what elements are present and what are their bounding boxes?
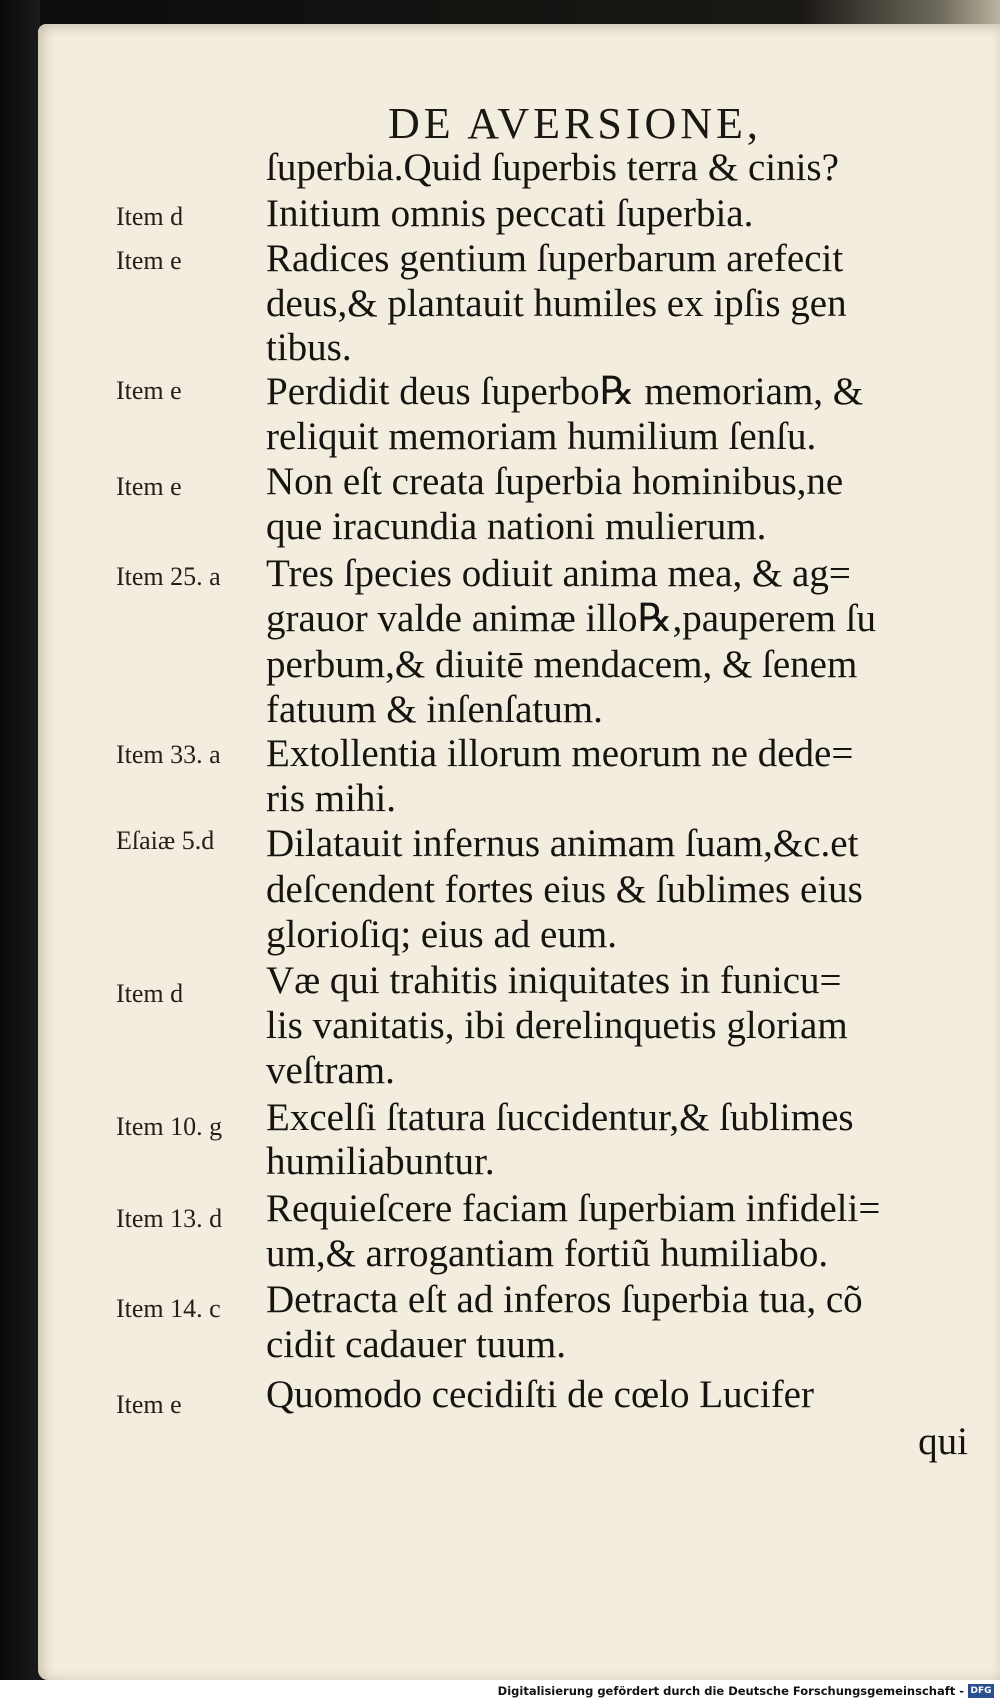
text-line: Initium omnis peccati ſuperbia.	[266, 192, 754, 235]
text-line: glorioſiq; eius ad eum.	[266, 913, 617, 956]
text-line: perbum,& diuitē mendacem, & ſenem	[266, 643, 858, 686]
text-line: Væ qui trahitis iniquitates in funicu=	[266, 959, 842, 1002]
text-line: cidit cadauer tuum.	[266, 1323, 566, 1366]
margin-reference: Item 14. c	[116, 1294, 221, 1323]
text-line: tibus.	[266, 326, 352, 369]
text-line: deus,& plantauit humiles ex ipſis gen	[266, 282, 847, 325]
margin-reference: Item d	[116, 979, 184, 1008]
catchword: qui	[918, 1420, 968, 1463]
margin-reference: Item e	[116, 1390, 182, 1419]
text-line: que iracundia nationi mulierum.	[266, 505, 767, 548]
text-line: grauor valde animæ illo℞,pauperem ſu	[266, 597, 877, 640]
margin-reference: Item e	[116, 376, 182, 405]
text-line: Quomodo cecidiſti de cœlo Lucifer	[266, 1373, 814, 1416]
margin-reference: Item e	[116, 246, 182, 275]
text-line: Dilatauit infernus animam ſuam,&c.et	[266, 822, 859, 865]
text-line: Detracta eſt ad inferos ſuperbia tua, cõ	[266, 1278, 863, 1321]
running-head: DE AVERSIONE,	[388, 99, 762, 148]
text-line: lis vanitatis, ibi derelinquetis gloriam	[266, 1004, 848, 1047]
text-line: ris mihi.	[266, 777, 397, 820]
digitization-footer	[0, 1680, 1000, 1703]
dfg-logo: DFG	[968, 1684, 994, 1698]
margin-reference: Eſaiæ 5.d	[116, 826, 215, 855]
text-line: veſtram.	[266, 1049, 395, 1092]
margin-reference: Item 13. d	[116, 1204, 223, 1233]
text-line: um,& arrogantiam fortiũ humiliabo.	[266, 1232, 829, 1275]
text-line: Requieſcere faciam ſuperbiam infideli=	[266, 1187, 881, 1230]
margin-reference: Item 33. a	[116, 740, 221, 769]
text-line: ſuperbia.Quid ſuperbis terra & cinis?	[266, 146, 839, 189]
margin-reference: Item d	[116, 202, 184, 231]
margin-reference: Item 25. a	[116, 562, 221, 591]
scan-left-background	[0, 0, 40, 1703]
text-line: Excelſi ſtatura ſuccidentur,& ſublimes	[266, 1096, 854, 1139]
text-line: Non eſt creata ſuperbia hominibus,ne	[266, 460, 844, 503]
text-line: Perdidit deus ſuperbo℞ memoriam, &	[266, 370, 864, 413]
book-page	[38, 24, 1000, 1680]
margin-reference: Item e	[116, 472, 182, 501]
margin-reference: Item 10. g	[116, 1112, 223, 1141]
text-line: fatuum & inſenſatum.	[266, 688, 603, 731]
funding-credit: Digitalisierung gefördert durch die Deutsche Forschungsgemeinschaft -	[497, 1684, 964, 1698]
text-line: Radices gentium ſuperbarum arefecit	[266, 237, 844, 280]
scan-top-background	[0, 0, 1000, 26]
text-line: Tres ſpecies odiuit anima mea, & ag=	[266, 552, 851, 595]
text-line: humiliabuntur.	[266, 1140, 495, 1183]
text-line: deſcendent fortes eius & ſublimes eius	[266, 868, 863, 911]
text-line: reliquit memoriam humilium ſenſu.	[266, 415, 817, 458]
text-line: Extollentia illorum meorum ne dede=	[266, 732, 854, 775]
